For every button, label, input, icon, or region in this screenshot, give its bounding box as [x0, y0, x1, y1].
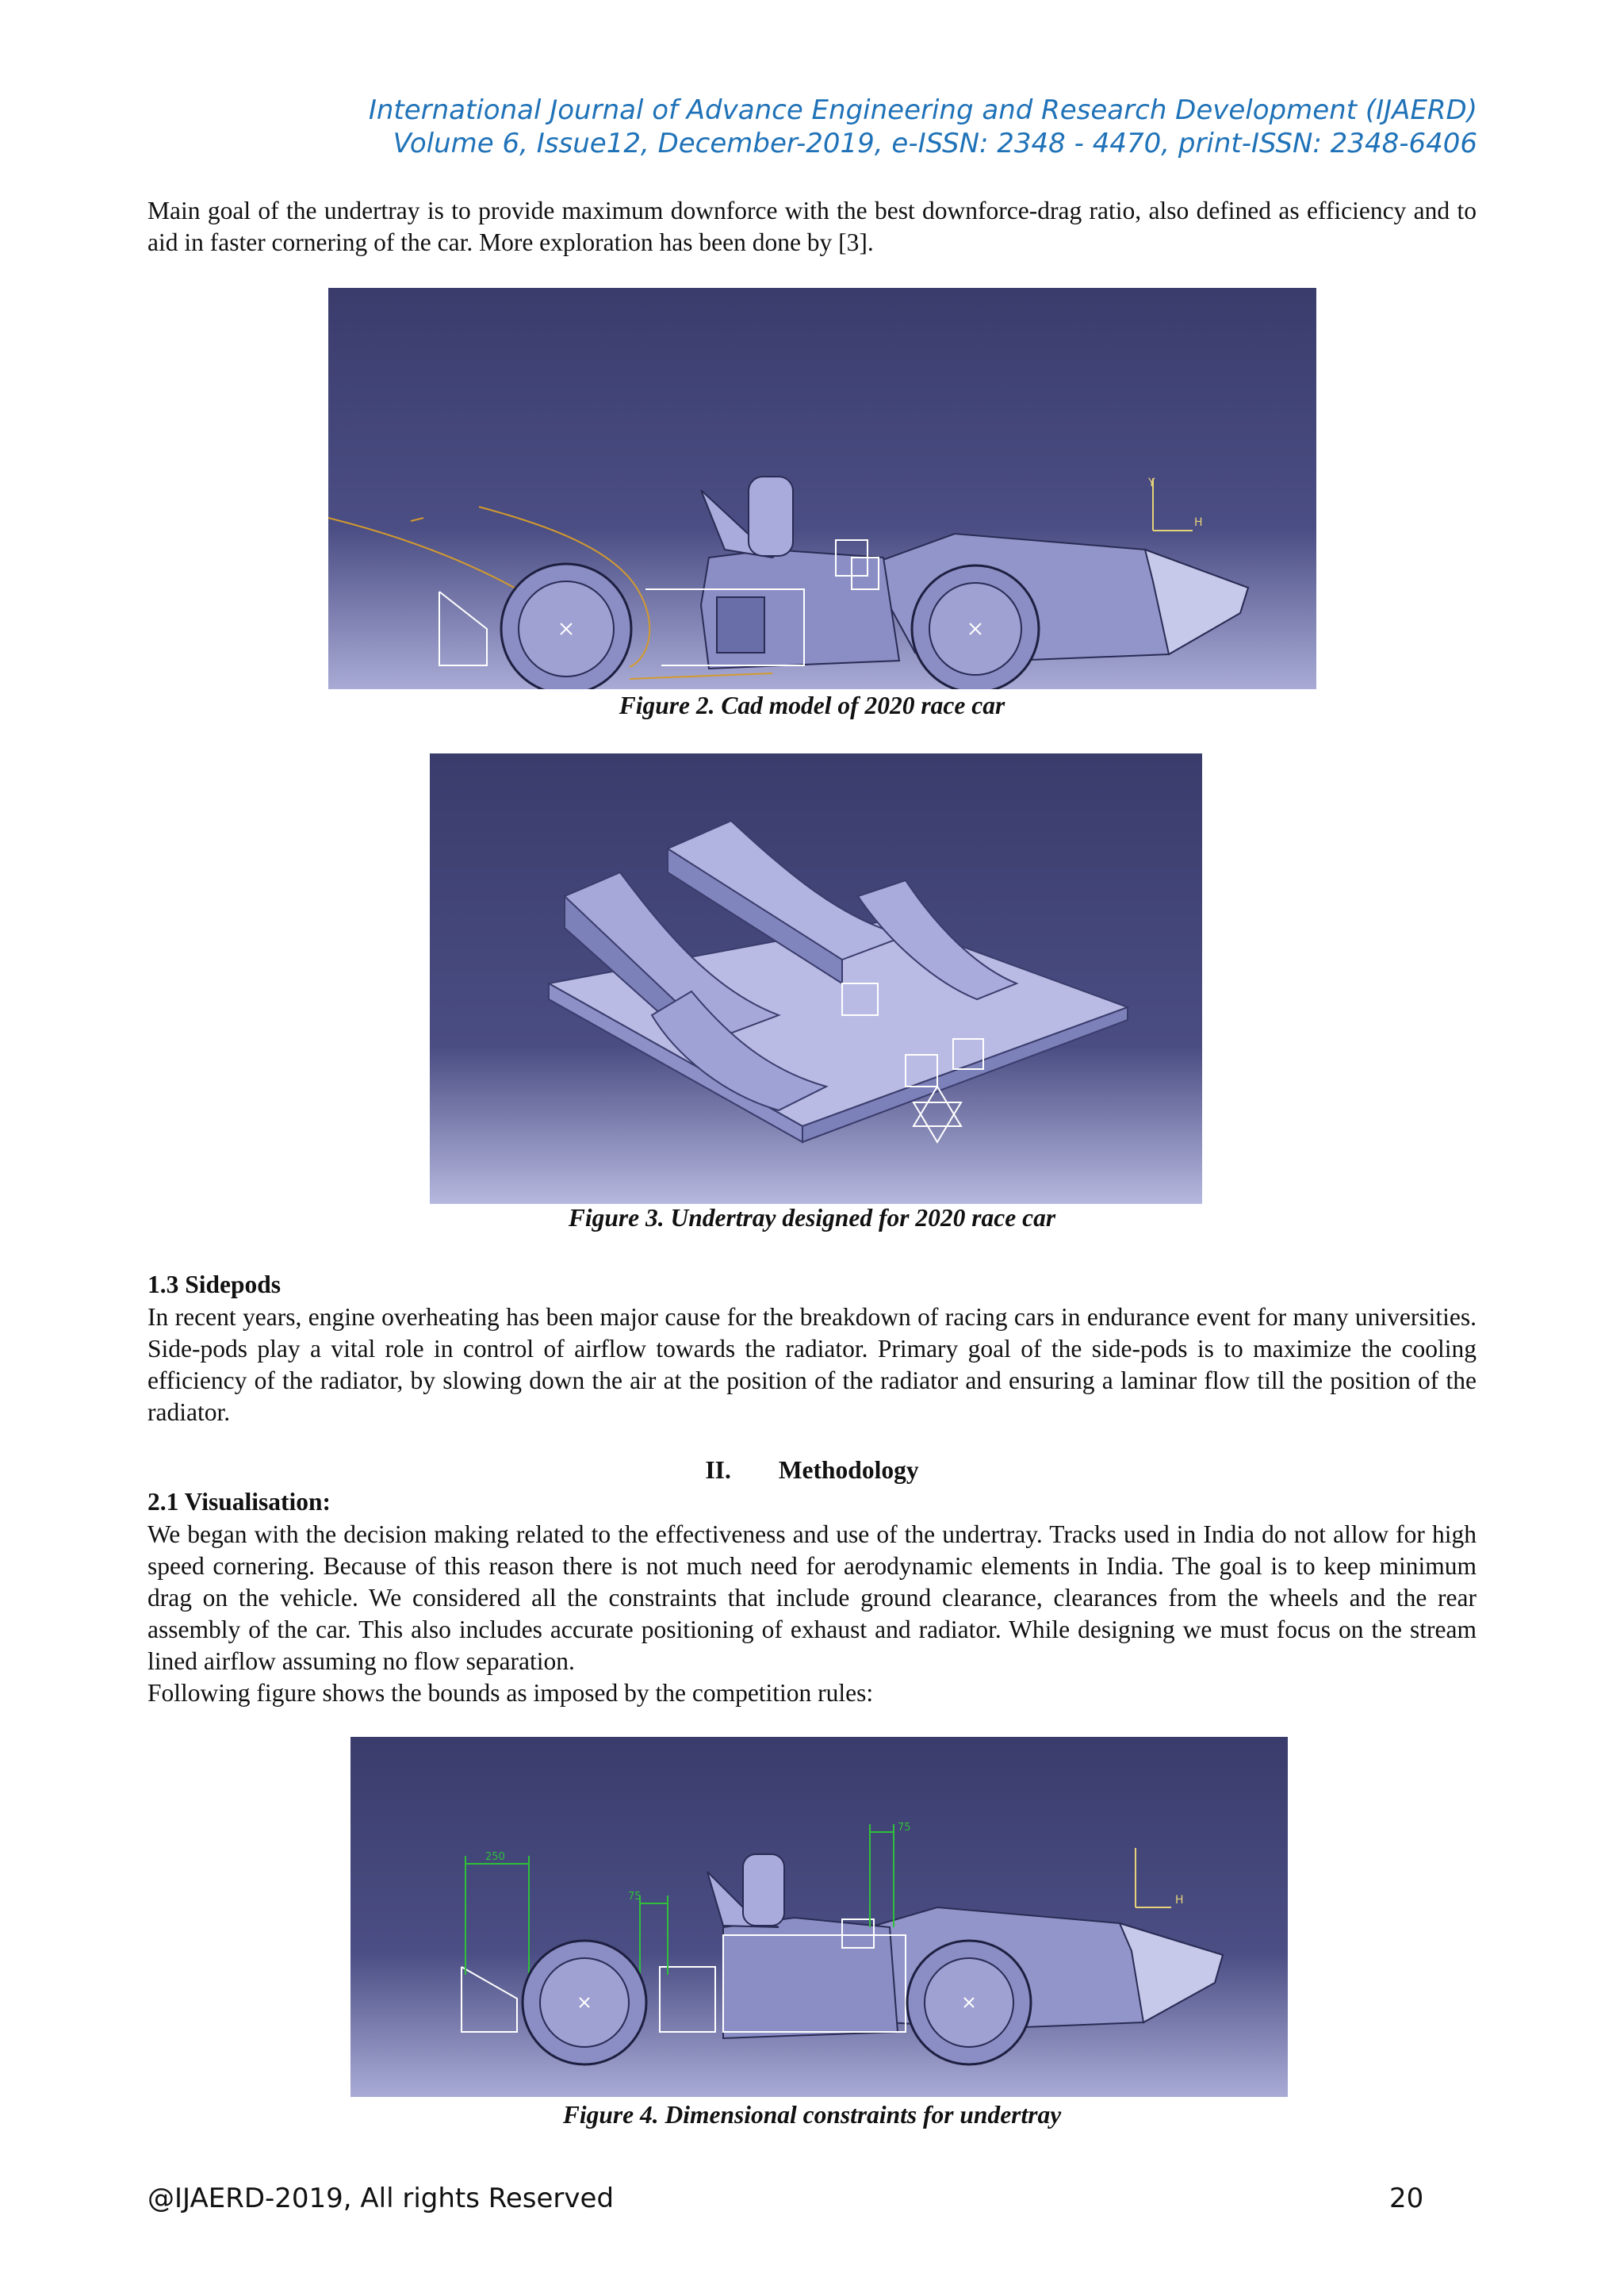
- page-number: 20: [1389, 2183, 1424, 2214]
- journal-header: [143, 94, 1477, 160]
- figure-4-caption: Figure 4. Dimensional constraints for undertray: [562, 2101, 1062, 2129]
- figure-3-image: [430, 753, 1202, 1204]
- section-2-1-body-2: Following figure shows the bounds as imposed by the competition rules:: [147, 1679, 874, 1707]
- figure-2-axis-y-label: Y: [1148, 477, 1155, 489]
- section-2-number: II.: [705, 1456, 731, 1484]
- figure-4-dim-75-right: 75: [898, 1822, 911, 1834]
- section-1-3-body: In recent years, engine overheating has been major cause for the breakdown of racing cars in endurance event for many universities. Side-pods play a vital role in control of airflow towards the radiator. Primary goal of the side-pods is to maximize the cooling efficiency of the radiator, by slowing down the air at the position of the radiator and ensuring a laminar flow till the position of the radiator.: [147, 1303, 1477, 1426]
- section-2-1-heading: 2.1 Visualisation:: [147, 1488, 331, 1516]
- figure-2-axis-h-label: H: [1194, 516, 1203, 529]
- section-2-1-body: We began with the decision making related to the effectiveness and use of the undertray. Tracks used in India do not allow for high speed cornering. Because of this reason there is not much need for aerodynamic elements in India. The goal is to keep minimum drag on the vehicle. We considered all the constraints that include ground clearance, clearances from the wheels and the rear assembly of the car. This also includes accurate positioning of exhaust and radiator. While designing we must focus on the stream lined airflow assuming no flow separation. Following figure shows the bounds as imposed by the competition rules:: [147, 1519, 1477, 1709]
- section-1-3-heading: 1.3 Sidepods: [147, 1271, 282, 1298]
- figure-2-caption: Figure 2. Cad model of 2020 race car: [619, 692, 1005, 719]
- section-2-title: Methodology: [778, 1456, 919, 1484]
- footer-copyright: @IJAERD-2019, All rights Reserved: [147, 2183, 615, 2214]
- section-2-heading: [0, 1456, 1624, 1485]
- figure-4-dim-75-left: 75: [628, 1891, 642, 1903]
- figure-4-axis-h-label: H: [1175, 1894, 1184, 1907]
- figure-4-dim-250: 250: [485, 1851, 505, 1863]
- figure-2-image: [328, 288, 1316, 689]
- intro-paragraph: Main goal of the undertray is to provide maximum downforce with the best downforce-drag ratio, also defined as efficiency and to aid in faster cornering of the car. More exploration has been done by [3].: [147, 197, 1477, 256]
- journal-title: International Journal of Advance Engineering and Research Development (IJAERD): [368, 94, 1477, 126]
- journal-volume: Volume 6, Issue12, December-2019, e-ISSN: 2348 - 4470, print-ISSN: 2348-6406: [393, 128, 1477, 159]
- figure-3-caption: Figure 3. Undertray designed for 2020 race car: [568, 1204, 1056, 1232]
- figure-4-image: [350, 1737, 1288, 2097]
